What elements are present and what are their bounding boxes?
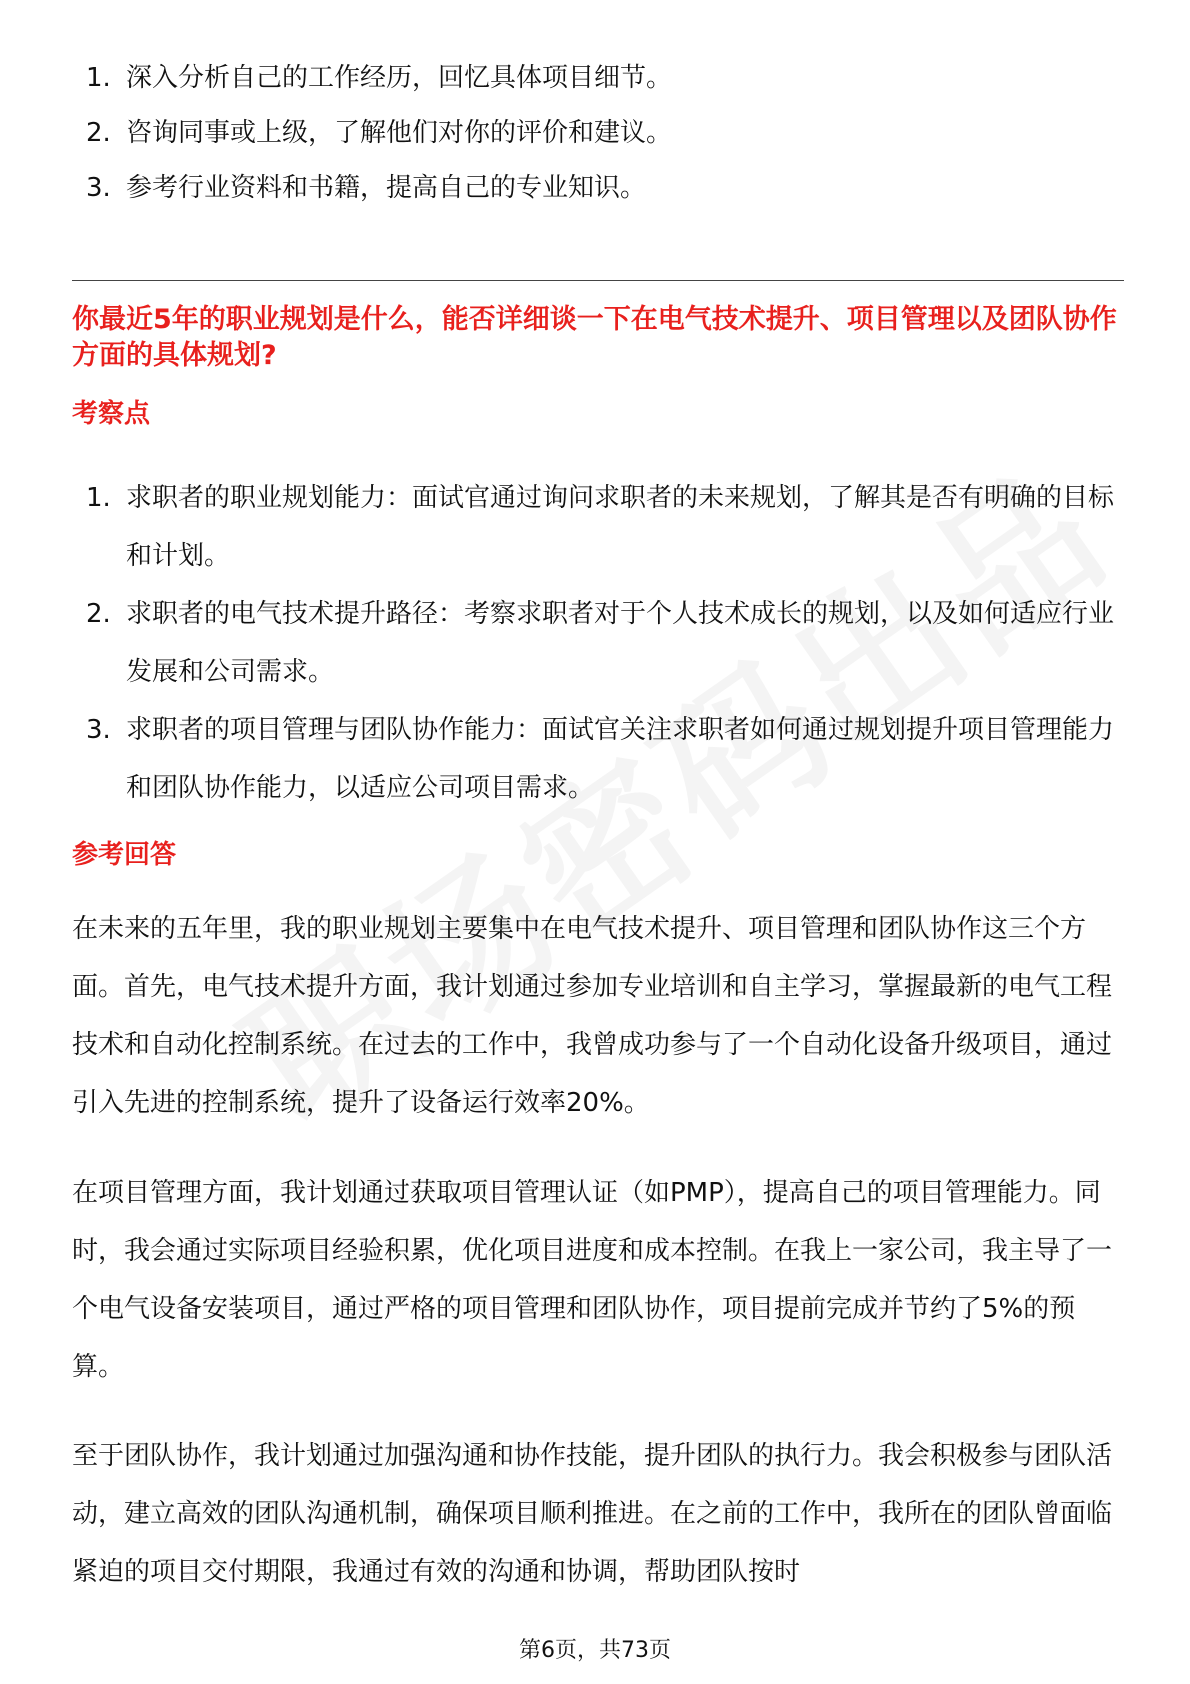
- list-number: 3.: [86, 715, 111, 745]
- list-text: 参考行业资料和书籍，提高自己的专业知识。: [126, 173, 647, 203]
- answer-paragraph: 在未来的五年里，我的职业规划主要集中在电气技术提升、项目管理和团队协作这三个方面。首先，电气技术提升方面，我计划通过参加专业培训和自主学习，掌握最新的电气工程技术和自动化控制系统。在过去的工作中，我曾成功参与了一个自动化设备升级项目，通过引入先进的控制系统，提升了设备运行效率20%。: [72, 914, 1113, 1118]
- list-text: 求职者的电气技术提升路径：考察求职者对于个人技术成长的规划，以及如何适应行业发展和公司需求。: [126, 599, 1115, 687]
- list-item: [86, 172, 1126, 204]
- assessment-points-list: [86, 469, 1126, 817]
- points-heading: 考察点: [72, 399, 151, 429]
- list-text: 求职者的项目管理与团队协作能力：面试官关注求职者如何通过规划提升项目管理能力和团队协作能力，以适应公司项目需求。: [126, 715, 1115, 803]
- list-item: [86, 469, 1126, 585]
- list-text: 深入分析自己的工作经历，回忆具体项目细节。: [126, 63, 673, 93]
- prep-steps-list: [86, 62, 1126, 227]
- answer-paragraph: 至于团队协作，我计划通过加强沟通和协作技能，提升团队的执行力。我会积极参与团队活动，建立高效的团队沟通机制，确保项目顺利推进。在之前的工作中，我所在的团队曾面临紧迫的项目交付期限，我通过有效的沟通和协调，帮助团队按时: [72, 1441, 1113, 1587]
- list-item: [86, 701, 1126, 817]
- list-number: 1.: [86, 483, 111, 513]
- question-title: 你最近5年的职业规划是什么，能否详细谈一下在电气技术提升、项目管理以及团队协作方面的具体规划?: [72, 304, 1117, 371]
- answer-paragraph: 在项目管理方面，我计划通过获取项目管理认证（如PMP），提高自己的项目管理能力。同时，我会通过实际项目经验积累，优化项目进度和成本控制。在我上一家公司，我主导了一个电气设备安装项目，通过严格的项目管理和团队协作，项目提前完成并节约了5%的预算。: [72, 1178, 1113, 1382]
- list-number: 2.: [86, 118, 111, 148]
- list-number: 1.: [86, 63, 111, 93]
- list-text: 咨询同事或上级，了解他们对你的评价和建议。: [126, 118, 673, 148]
- list-number: 3.: [86, 173, 111, 203]
- list-item: [86, 585, 1126, 701]
- list-item: [86, 117, 1126, 149]
- section-divider: [72, 280, 1124, 281]
- list-item: [86, 62, 1126, 94]
- page-number: 第6页，共73页: [519, 1638, 671, 1663]
- answer-heading: 参考回答: [72, 840, 177, 870]
- list-number: 2.: [86, 599, 111, 629]
- list-text: 求职者的职业规划能力：面试官通过询问求职者的未来规划，了解其是否有明确的目标和计划。: [126, 483, 1115, 571]
